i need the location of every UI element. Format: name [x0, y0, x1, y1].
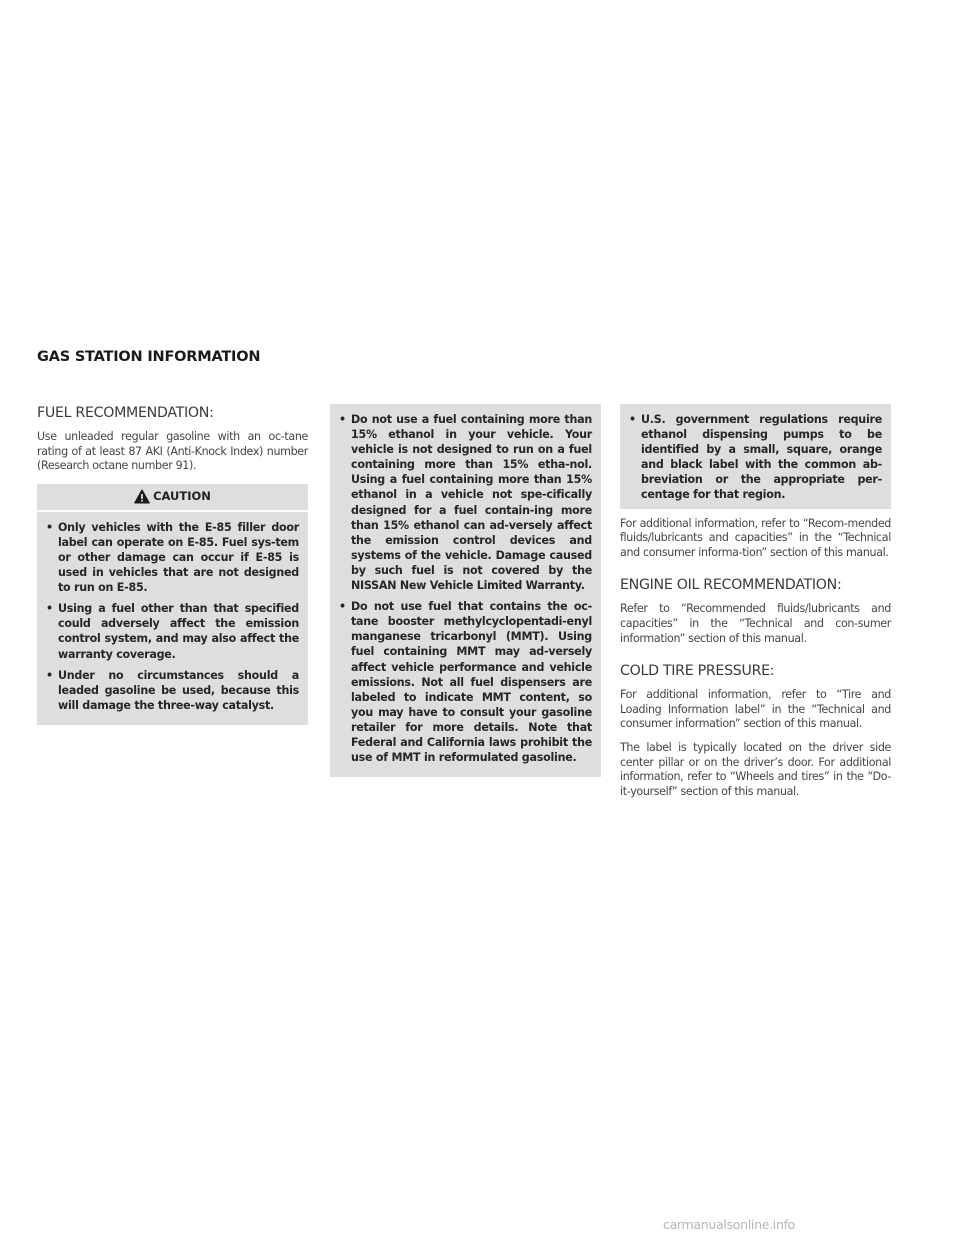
- tire-label-location-text: The label is typically located on the driver side center pillar or on the driver’s door. For additional information, refer to “Wheels and tires” in the “Do-it-yourself” section of this manual.: [620, 740, 891, 798]
- list-item: • Only vehicles with the E-85 filler door label can operate on E-85. Fuel sys-tem or other damage can occur if E-85 is used in vehicles that are not designed to run on E-85.: [46, 520, 299, 595]
- column-1: [37, 404, 308, 725]
- bullet: •: [46, 668, 53, 682]
- engine-oil-heading: ENGINE OIL RECOMMENDATION:: [620, 577, 842, 594]
- cold-tire-pressure-heading: COLD TIRE PRESSURE:: [620, 663, 775, 680]
- watermark: carmanualsonline.info: [663, 1217, 796, 1232]
- bullet: •: [339, 413, 346, 426]
- caution-list: [46, 520, 299, 713]
- caution-list: [629, 412, 882, 503]
- list-item: • Using a fuel other than that specified could adversely affect the emission control system, and may also affect the warranty coverage.: [46, 602, 299, 661]
- caution-box-continued: [330, 404, 601, 777]
- caution-box: [37, 484, 308, 725]
- caution-list: [339, 412, 592, 765]
- column-2: [330, 404, 601, 777]
- list-item: • Do not use a fuel containing more than 15% ethanol in your vehicle. Your vehicle is not designed to run on a fuel containing more than 15% etha-nol. Using a fuel containing more than 15% ethanol in a vehicle not spe-cifically designed for a fuel contain-ing more than 15% ethanol can ad-versely affect the emission control devices and systems of the vehicle. Damage caused by such fuel is not covered by the NISSAN New Vehicle Limited Warranty.: [339, 413, 592, 593]
- warning-triangle-icon: [134, 489, 150, 504]
- bullet: •: [339, 600, 346, 614]
- bullet: •: [46, 520, 53, 534]
- section-title: GAS STATION INFORMATION: [37, 349, 261, 365]
- bullet: •: [629, 413, 636, 426]
- fuel-additional-info: For additional information, refer to “Recom-mended fluids/lubricants and capacities” in the “Technical and consumer informa-tion” section of this manual.: [620, 516, 891, 559]
- engine-oil-text: Refer to “Recommended fluids/lubricants and capacities” in the “Technical and con-sumer information” section of this manual.: [620, 602, 891, 645]
- column-3: [620, 404, 891, 808]
- bullet: •: [46, 602, 53, 616]
- caution-label: CAUTION: [153, 489, 211, 504]
- caution-header: [37, 489, 308, 512]
- list-item: • Under no circumstances should a leaded gasoline be used, because this will damage the three-way catalyst.: [46, 668, 299, 712]
- fuel-recommendation-heading: FUEL RECOMMENDATION:: [37, 405, 214, 421]
- fuel-intro-text: Use unleaded regular gasoline with an oc-tane rating of at least 87 AKI (Anti-Knock Index) number (Research octane number 91).: [37, 430, 308, 473]
- list-item: • U.S. government regulations require ethanol dispensing pumps to be identified by a small, square, orange and black label with the common ab-breviation or the appropriate per-centage for that region.: [629, 413, 882, 502]
- tire-info-text: For additional information, refer to “Tire and Loading Information label” in the “Technical and consumer information” section of this manual.: [620, 688, 891, 731]
- list-item: • Do not use fuel that contains the oc-tane booster methylcyclopentadi-enyl manganese tricarbonyl (MMT). Using fuel containing MMT may ad-versely affect vehicle performance and vehicle emissions. Not all fuel dispensers are labeled to indicate MMT content, so you may have to consult your gasoline retailer for more details. Note that Federal and California laws prohibit the use of MMT in reformulated gasoline.: [339, 600, 592, 765]
- caution-box-continued: [620, 404, 891, 509]
